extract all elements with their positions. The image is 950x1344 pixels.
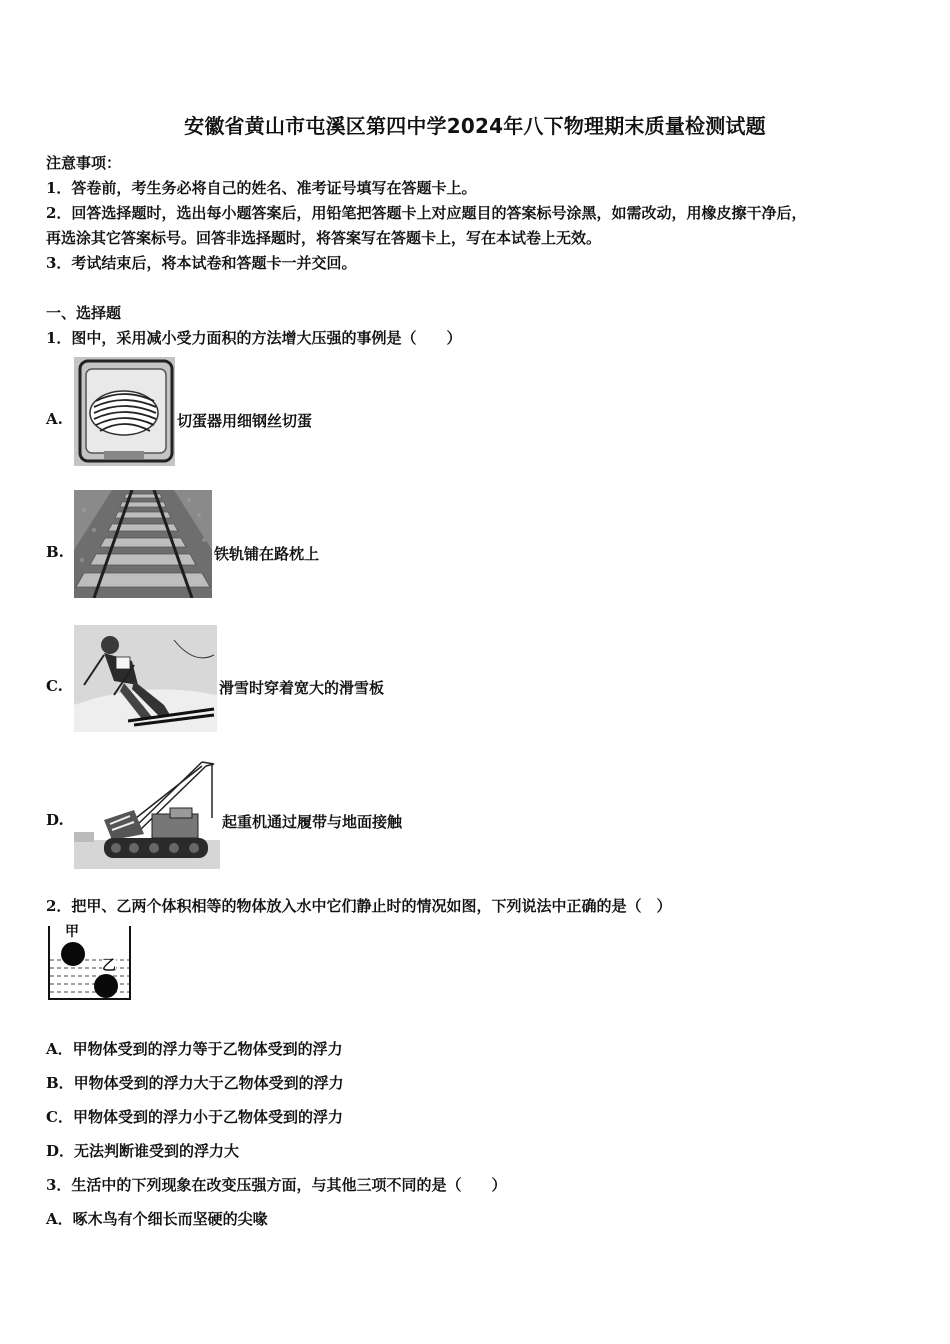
notice-heading: 注意事项：: [46, 154, 122, 172]
section-heading: 一、选择题: [46, 304, 122, 322]
q2-option-a: A．甲物体受到的浮力等于乙物体受到的浮力: [46, 1040, 343, 1058]
q1-option-d-text: 起重机通过履带与地面接触: [222, 813, 403, 831]
q1-option-a-text: 切蛋器用细钢丝切蛋: [177, 412, 313, 430]
label-jia: 甲: [65, 924, 79, 940]
q2-option-c: C．甲物体受到的浮力小于乙物体受到的浮力: [46, 1108, 343, 1126]
page-title: 安徽省黄山市屯溪区第四中学2024年八下物理期末质量检测试题: [184, 114, 766, 138]
q1-option-b-text: 铁轨铺在路枕上: [214, 545, 320, 563]
question-3-stem: 3．生活中的下列现象在改变压强方面，与其他三项不同的是（ ）: [46, 1176, 507, 1194]
question-2-stem: 2．把甲、乙两个体积相等的物体放入水中它们静止时的情况如图，下列说法中正确的是（ ）: [46, 897, 672, 915]
buoyancy-diagram: [46, 924, 133, 1002]
skier-image: [74, 625, 217, 732]
notice-item-2-line-2: 再选涂其它答案标号。回答非选择题时，将答案写在答题卡上，写在本试卷上无效。: [46, 229, 602, 247]
q2-option-d: D．无法判断谁受到的浮力大: [46, 1142, 240, 1160]
q1-option-d-letter: D.: [46, 811, 64, 829]
question-1-stem: 1．图中，采用减小受力面积的方法增大压强的事例是（ ）: [46, 329, 462, 347]
q1-option-b-letter: B.: [46, 543, 64, 561]
q2-option-b: B．甲物体受到的浮力大于乙物体受到的浮力: [46, 1074, 344, 1092]
crane-image: [74, 758, 220, 869]
q1-option-c-text: 滑雪时穿着宽大的滑雪板: [219, 679, 385, 697]
q3-option-a: A．啄木鸟有个细长而坚硬的尖喙: [46, 1210, 268, 1228]
railway-track-image: [74, 490, 212, 598]
q1-option-c-letter: C.: [46, 677, 63, 695]
notice-item-3: 3．考试结束后，将本试卷和答题卡一并交回。: [46, 254, 357, 272]
notice-item-1: 1．答卷前，考生务必将自己的姓名、准考证号填写在答题卡上。: [46, 179, 477, 197]
egg-slicer-image: [74, 357, 175, 466]
notice-item-2-line-1: 2．回答选择题时，选出每小题答案后，用铅笔把答题卡上对应题目的答案标号涂黑，如需改动，用橡皮擦干净后，: [46, 204, 807, 222]
q1-option-a-letter: A.: [46, 410, 63, 428]
label-yi: 乙: [102, 958, 116, 974]
